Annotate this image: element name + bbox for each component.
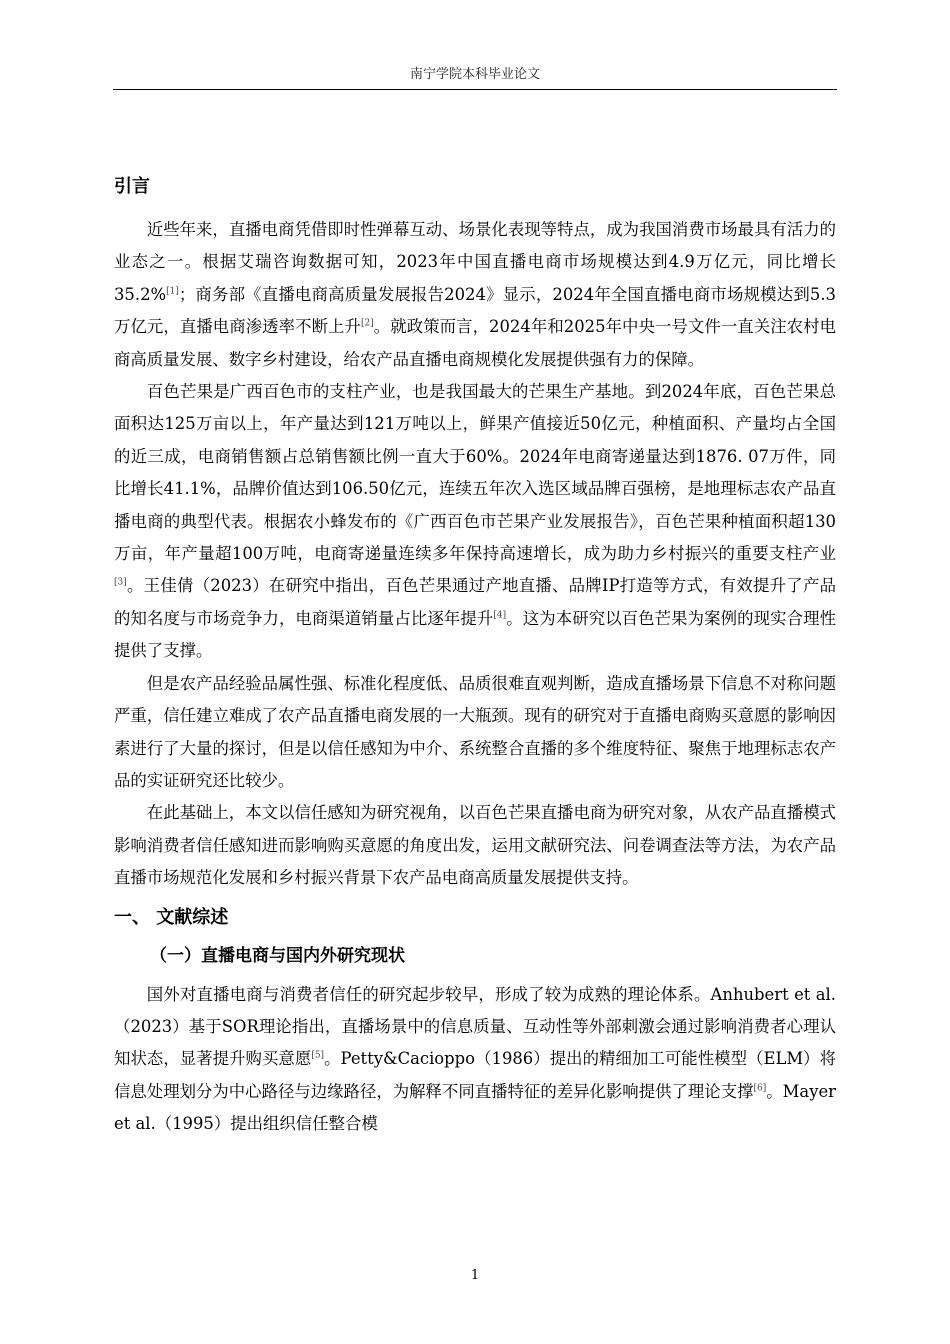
body-text (114, 172, 836, 1141)
section-heading: 一、 文献综述 (114, 906, 229, 928)
citation-marker: [6] (753, 1083, 767, 1094)
text-run: 。这为本研究以百色芒果为案例的现实合理性提供了支撑。 (114, 608, 837, 661)
text-run: ；商务部《直播电商高质量发展报告2024》显示，2024年全国直播电商市场规模达到5.3万亿元，直播电商渗透率不断上升 (114, 284, 836, 337)
text-run: 国外对直播电商与消费者信任的研究起步较早，形成了较为成熟的理论体系。Anhubert et al.（2023）基于SOR理论指出，直播场景中的信息质量、互动性等外部刺激会通过影响消费者心理认知状态，显著提升购买意愿 (114, 984, 836, 1069)
page-number: 1 (470, 1268, 480, 1283)
citation-marker: [2] (360, 318, 374, 329)
citation-marker: [1] (166, 286, 179, 297)
text-run: 在此基础上，本文以信任感知为研究视角，以百色芒果直播电商为研究对象，从农产品直播模式影响消费者信任感知进而影响购买意愿的角度出发，运用文献研究法、问卷调查法等方法，为农产品直播市场规范化发展和乡村振兴背景下农产品电商高质量发展提供支持。 (114, 803, 836, 888)
paragraph (114, 214, 836, 376)
subsection-heading: （一）直播电商与国内外研究现状 (150, 945, 405, 966)
text-run: 。Mayer et al.（1995）提出组织信任整合模 (114, 1081, 836, 1134)
text-run: 。王佳倩（2023）在研究中指出，百色芒果通过产地直播、品牌IP打造等方式，有效提升了产品的知名度与市场竞争力，电商渠道销量占比逐年提升 (114, 576, 836, 628)
paragraph (114, 979, 836, 1141)
text-run: 。Petty&Cacioppo（1986）提出的精细加工可能性模型（ELM）将信息处理划分为中心路径与边缘路径，为解释不同直播特征的差异化影响提供了理论支撑 (114, 1049, 836, 1101)
text-run: 。就政策而言，2024年和2025年中央一号文件一直关注农村电商高质量发展、数字乡村建设，给农产品直播电商规模化发展提供强有力的保障。 (114, 317, 836, 369)
citation-marker: [4] (493, 610, 507, 621)
running-header: 南宁学院本科毕业论文 (409, 67, 540, 82)
intro-heading: 引言 (114, 176, 150, 197)
section1-paragraphs (114, 979, 836, 1141)
header-rule (113, 89, 837, 90)
text-run: 近些年来，直播电商凭借即时性弹幕互动、场景化表现等特点，成为我国消费市场最具有活力的业态之一。根据艾瑞咨询数据可知，2023年中国直播电商市场规模达到4.9万亿元，同比增长35.2% (114, 220, 836, 304)
text-run: 但是农产品经验品属性强、标准化程度低、品质很难直观判断，造成直播场景下信息不对称问题严重，信任建立难成了农产品直播电商发展的一大瓶颈。现有的研究对于直播电商购买意愿的影响因素进行了大量的探讨，但是以信任感知为中介、系统整合直播的多个维度特征、聚焦于地理标志农产品的实证研究还比较少。 (114, 673, 836, 790)
citation-marker: [3] (114, 578, 127, 588)
citation-marker: [5] (311, 1050, 325, 1061)
text-run: 百色芒果是广西百色市的支柱产业，也是我国最大的芒果生产基地。到2024年底，百色芒果总面积达125万亩以上，年产量达到121万吨以上，鲜果产值接近50亿元，种植面积、产量均占全国的近三成，电商销售额占总销售额比例一直大于60%。2024年电商寄递量达到1876. 07万件，同比增长41.1%，品牌价值达到106.50亿元，连续五年次入选区域品牌百强榜，是地理标志农产品直播电商的典型代表。根据农小蜂发布的《广西百色市芒果产业发展报告》，百色芒果种植面积超130万亩，年产量超100万吨，电商寄递量连续多年保持高速增长，成为助力乡村振兴的重要支柱产业 (114, 382, 836, 564)
intro-paragraphs (114, 214, 836, 895)
paragraph (114, 797, 836, 894)
paragraph (114, 376, 836, 668)
paragraph (114, 668, 836, 798)
